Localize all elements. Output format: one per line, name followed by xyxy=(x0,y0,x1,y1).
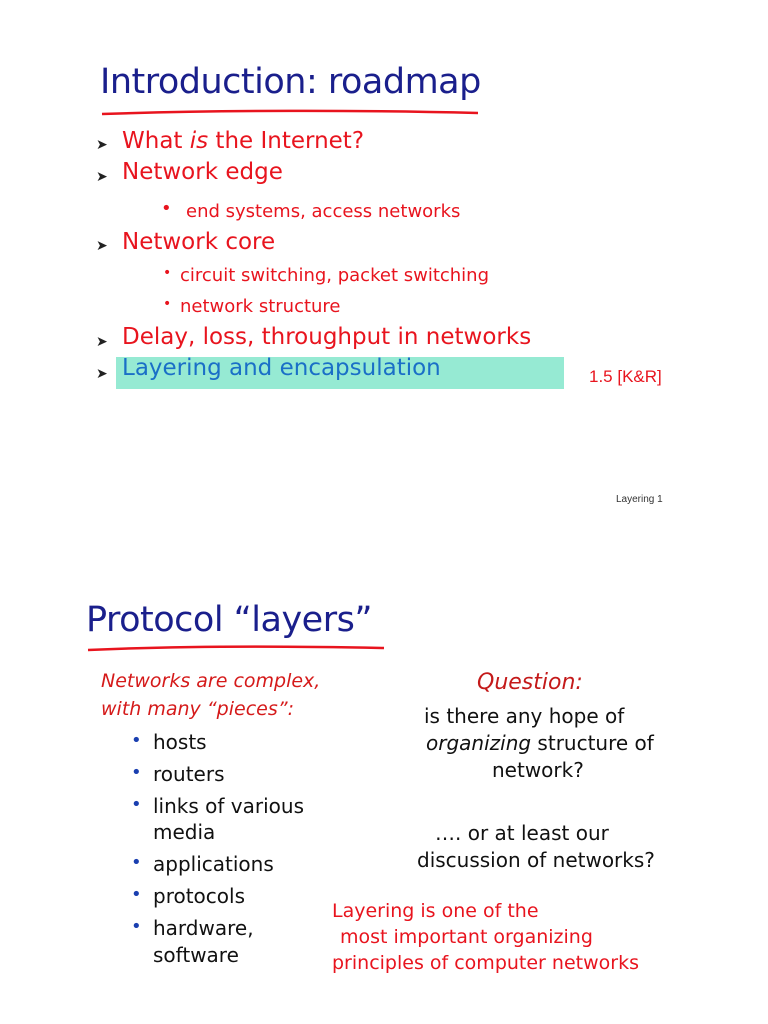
list-item-emphasis: is xyxy=(189,128,209,154)
list-item-current: Layering and encapsulation xyxy=(122,355,441,381)
followup-text: discussion of networks? xyxy=(417,848,655,872)
list-subitem: network structure xyxy=(180,296,341,317)
list-item: Network edge xyxy=(122,159,283,185)
list-item: applications xyxy=(153,852,274,876)
dot-bullet-icon: • xyxy=(131,884,142,905)
list-item-text: the Internet? xyxy=(208,128,365,154)
list-item-continued: media xyxy=(153,820,216,844)
dot-bullet-icon: • xyxy=(131,852,142,873)
arrow-bullet-icon: ➤ xyxy=(96,169,108,185)
arrow-bullet-icon: ➤ xyxy=(96,137,108,153)
question-text: network? xyxy=(492,758,584,782)
arrow-bullet-icon: ➤ xyxy=(96,366,108,382)
list-item-continued: software xyxy=(153,943,239,967)
dot-bullet-icon: • xyxy=(131,762,142,783)
title-underline xyxy=(100,108,480,118)
question-text-rest: structure of xyxy=(531,731,654,755)
question-text xyxy=(426,731,654,755)
dot-bullet-icon: • xyxy=(131,794,142,815)
list-subitem: end systems, access networks xyxy=(186,201,461,222)
title-underline xyxy=(86,644,386,654)
arrow-bullet-icon: ➤ xyxy=(96,334,108,350)
slide-footer: Layering 1 xyxy=(616,494,663,505)
conclusion-text: most important organizing xyxy=(340,926,593,948)
list-item: hosts xyxy=(153,730,207,754)
dot-bullet-icon: • xyxy=(163,265,172,281)
followup-text: …. or at least our xyxy=(435,821,609,845)
list-item: hardware, xyxy=(153,916,254,940)
dot-bullet-icon: • xyxy=(131,730,142,751)
conclusion-text: principles of computer networks xyxy=(332,952,639,974)
conclusion-text: Layering is one of the xyxy=(332,900,539,922)
list-item: protocols xyxy=(153,884,246,908)
arrow-bullet-icon: ➤ xyxy=(96,238,108,254)
list-item: routers xyxy=(153,762,225,786)
question-text: is there any hope of xyxy=(424,704,625,728)
intro-text: Networks are complex, xyxy=(101,670,321,692)
list-item: Delay, loss, throughput in networks xyxy=(122,324,532,350)
slide-title: Protocol “layers” xyxy=(86,600,372,640)
list-item xyxy=(122,128,364,154)
question-heading: Question: xyxy=(477,670,583,695)
textbook-reference: 1.5 [K&R] xyxy=(589,367,662,386)
intro-text: with many “pieces”: xyxy=(101,698,294,720)
dot-bullet-icon: • xyxy=(161,198,172,219)
slide-title: Introduction: roadmap xyxy=(100,62,481,102)
list-subitem: circuit switching, packet switching xyxy=(180,265,490,286)
list-item: links of various xyxy=(153,794,304,818)
dot-bullet-icon: • xyxy=(163,296,172,312)
list-item-text: What xyxy=(122,128,190,154)
dot-bullet-icon: • xyxy=(131,916,142,937)
list-item: Network core xyxy=(122,229,276,255)
question-emphasis: organizing xyxy=(426,731,532,755)
